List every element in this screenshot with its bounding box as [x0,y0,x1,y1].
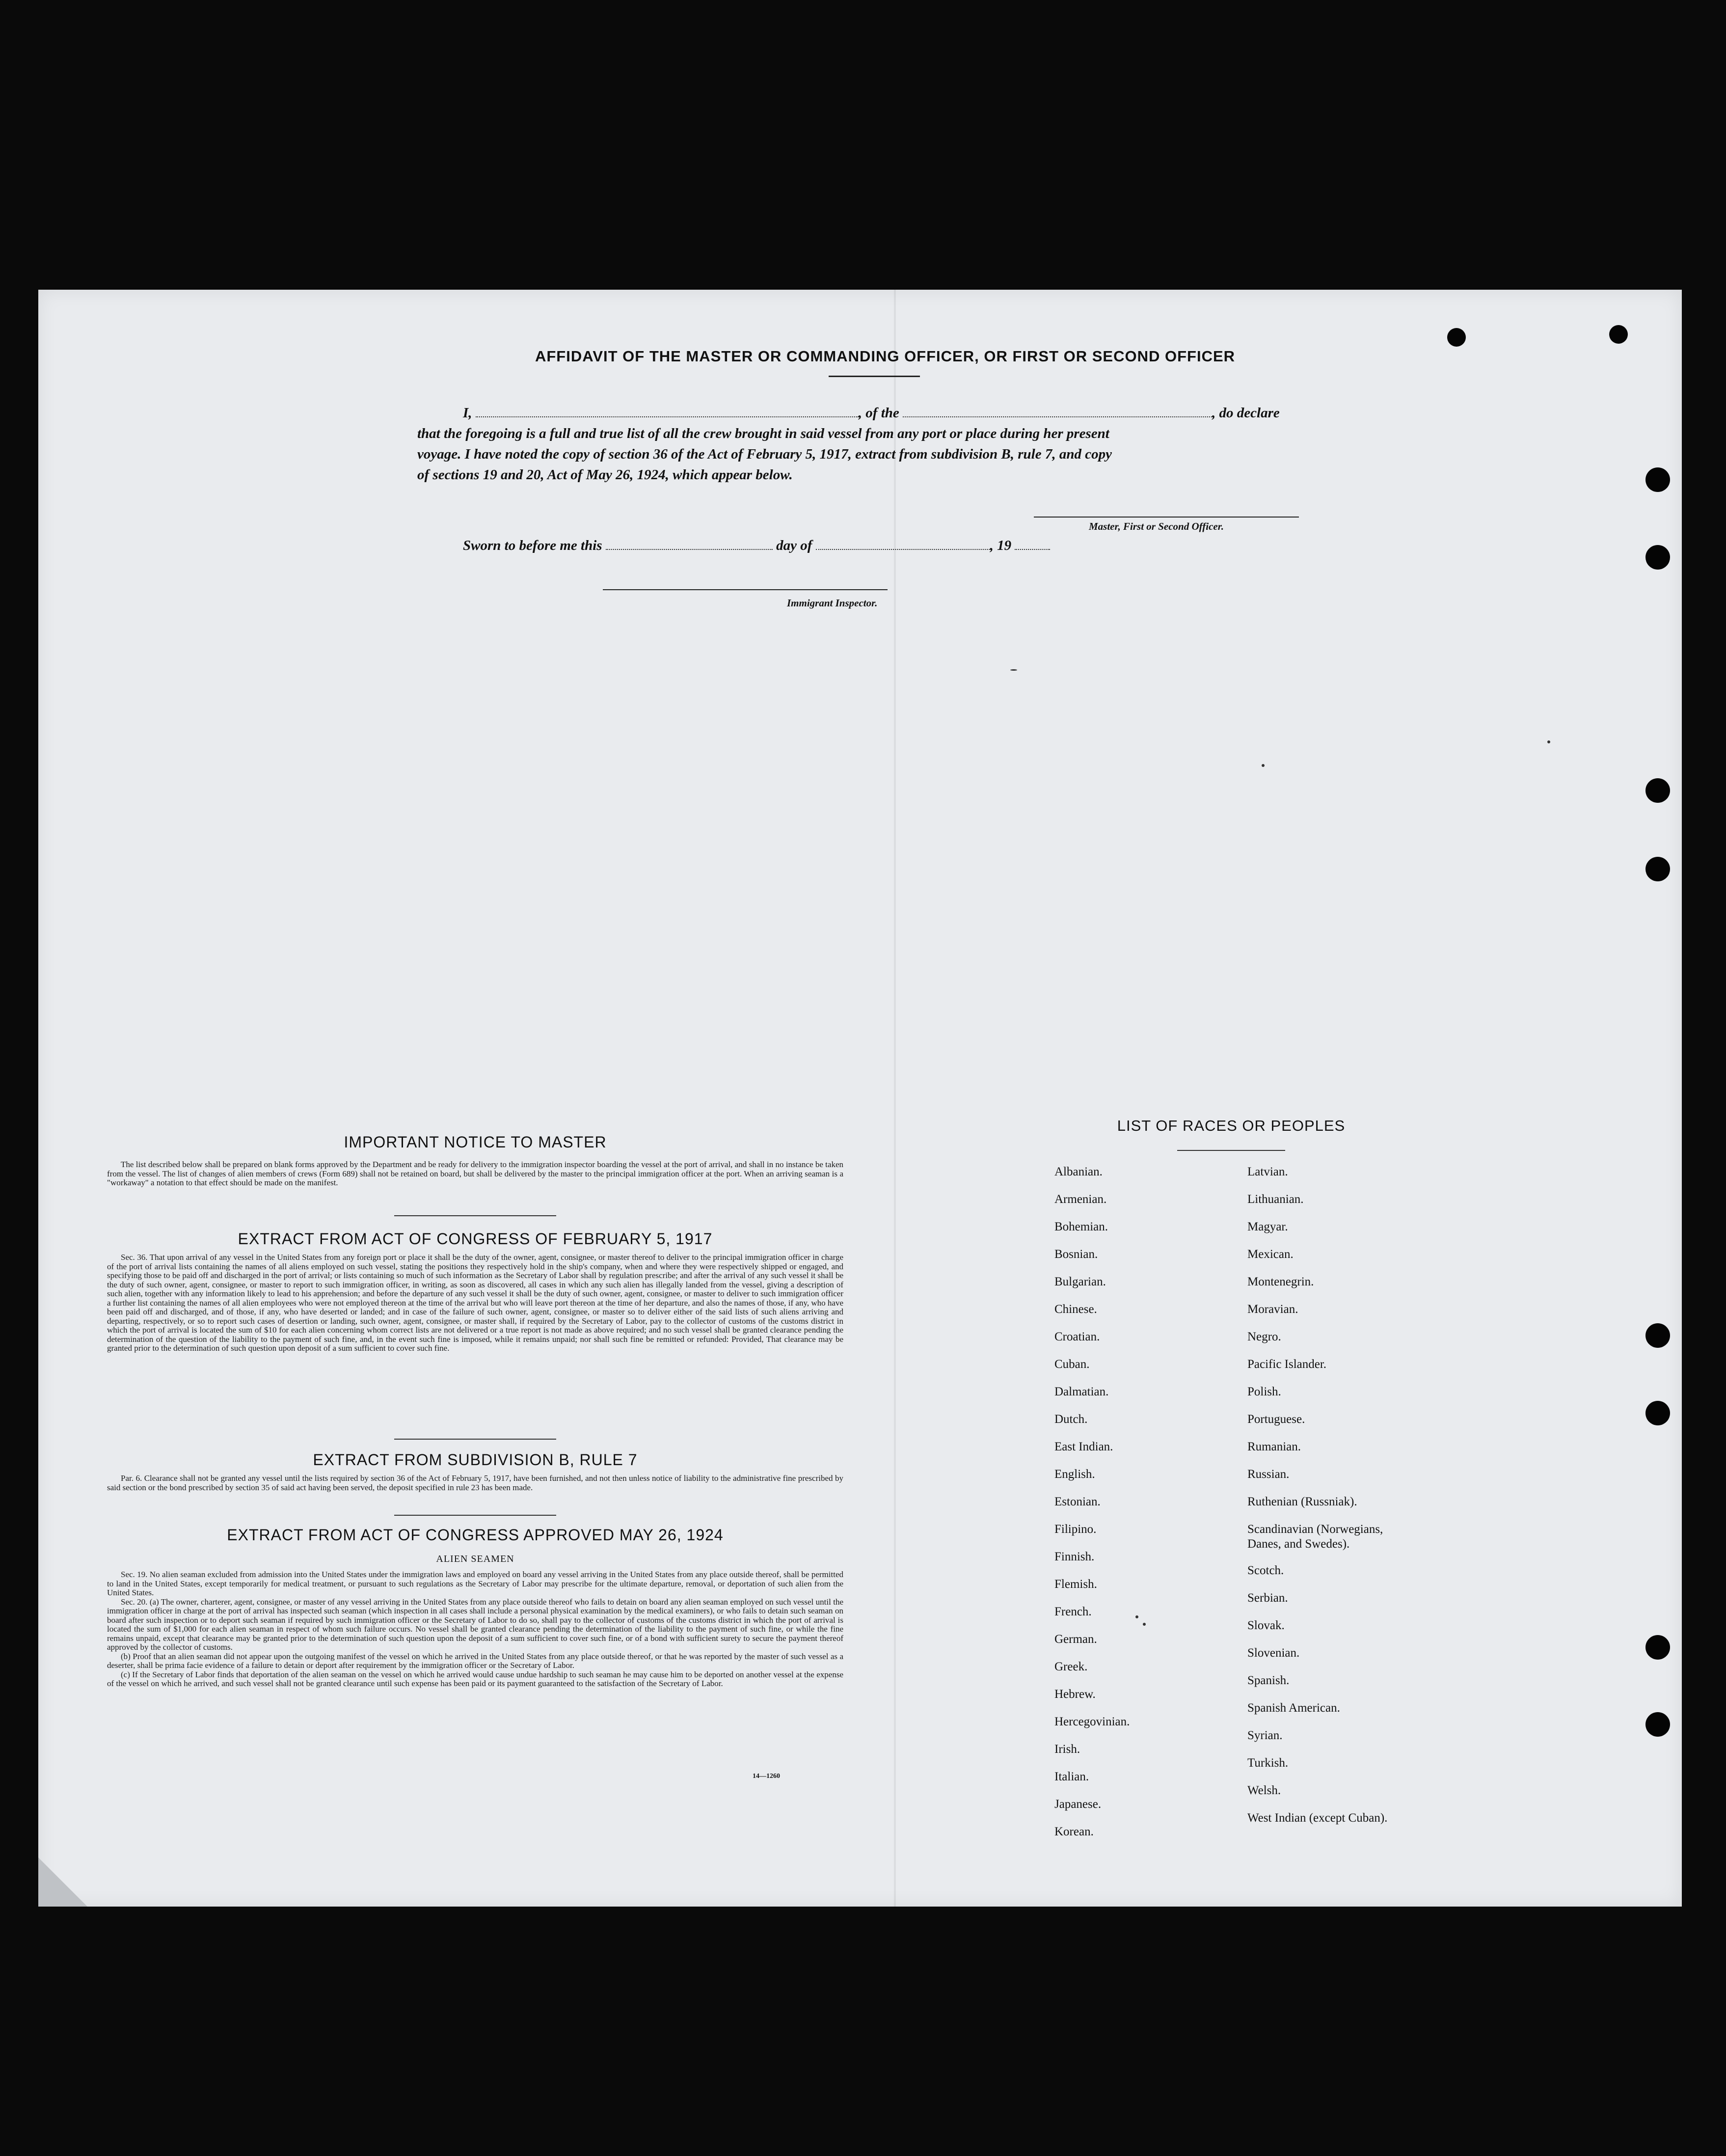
race-item: Turkish. [1247,1756,1289,1770]
race-item: Spanish American. [1247,1701,1340,1715]
race-item: German. [1054,1633,1097,1646]
section-36-paragraph: Sec. 36. That upon arrival of any vessel in the United States from any foreign port or place it shall be the duty of the owner, agent, consignee, or master thereof to deliver to the principal immigration officer in charge of the port of arrival lists containing the names of all aliens employed on such vessel, stating the positions they respectively hold in the ship's company, when and where they were respectively shipped or engaged, and specifying those to be paid off and discharged in the port of arrival; or lists containing so much of such information as the Secretary of Labor shall by regulation prescribe; and after the arrival of any such vessel it shall be the duty of such owner, agent, consignee, or master to report to such immigration officer, in writing, as soon as discovered, all cases in which any such alien has illegally landed from the vessel, giving a description of such alien, together with any information likely to lead to his apprehension; and before the departure of any such vessel it shall be the duty of such owner, agent, consignee, or master to deliver to such immigration officer a further list containing the names of all alien employees who were not employed thereon at the time of the arrival but who will leave port thereon at the time of her departure, and also the names of those, if any, who have been paid off and discharged, and of those, if any, who have deserted or landed; and in case of the failure of such owner, agent, consignee, or master so to deliver either of the said lists of such aliens arriving and departing, respectively, or so to report such cases of desertion or landing, such owner, agent, consignee, or master shall, if required by the Secretary of Labor, pay to the collector of customs of the customs district in which the port of arrival is located the sum of $10 for each alien concerning whom correct lists are not delivered or a true report is not made as above required; and no such vessel shall be granted clearance pending the determination of the question of the liability to the payment of such fine, and, in the event such fine is imposed, while it remains unpaid; nor shall such fine be remitted or refunded: Provided, That clearance may be granted prior to the determination of such question upon deposit of a sum sufficient to cover such fine. [107,1253,843,1353]
ink-speck [1143,1623,1146,1626]
race-item: Irish. [1054,1743,1080,1756]
race-item: Greek. [1054,1660,1088,1673]
race-item: Bosnian. [1054,1248,1098,1261]
race-item: Dutch. [1054,1413,1088,1426]
race-item: Cuban. [1054,1358,1090,1371]
sec-20c-paragraph: (c) If the Secretary of Labor finds that deportation of the alien seaman on the vessel on which he arrived would cause undue hardship to such seaman he may cause him to be deported on another vessel at the expense of the vessel on which he arrived, and such vessel shall not be granted clearance until such expense has been paid or its payment guaranteed to the satisfaction of the Secretary of Labor. [107,1669,843,1688]
notice-text [107,1160,843,1188]
races-title-rule [1177,1150,1285,1151]
document-sheet [38,290,1682,1907]
punch-hole [1645,1635,1670,1660]
race-item: Rumanian. [1247,1440,1301,1453]
sworn-day-blank[interactable] [606,538,773,550]
affidavit-line-3: voyage. I have noted the copy of section 36 of the Act of February 5, 1917, extract from subdivision B, rule 7, and copy [417,446,1112,462]
race-item: English. [1054,1468,1095,1481]
rule-7-paragraph: Par. 6. Clearance shall not be granted any vessel until the lists required by section 36 of the Act of February 5, 1917, have been furnished, and not then unless notice of liability to the administrative fine prescribed by said section or the bond prescribed by section 35 of said act having been served, the deposit specified in rule 23 has been made. [107,1474,843,1492]
race-item: French. [1054,1605,1092,1618]
sworn-month-blank[interactable] [816,538,990,550]
race-item: Italian. [1054,1770,1089,1783]
race-item: Croatian. [1054,1330,1100,1343]
subdivision-b-text [107,1474,843,1492]
race-item: Scotch. [1247,1564,1284,1577]
race-item: Estonian. [1054,1495,1101,1508]
sec-20b-paragraph: (b) Proof that an alien seaman did not appear upon the outgoing manifest of the vessel on which he arrived in the United States from any place outside thereof, or that he was reported by the master of such vessel as a deserter, shall be prima facie evidence of a failure to detain or deport after requirement by the immigration officer or the Secretary of Labor. [107,1651,843,1670]
races-column-2 [1247,1165,1409,1838]
notice-paragraph: The list described below shall be prepared on blank forms approved by the Department and be ready for delivery to the immigration inspector boarding the vessel at the port of arrival, and shall in no instance be taken from the vessel. The list of changes of alien members of crews (Form 689) shall not be retained on board, but shall be delivered by the master to the principal immigration officer at the port. When an arriving seaman is a "workaway" a notation to that effect should be made on the manifest. [107,1160,843,1187]
year-text: , 19 [990,538,1012,553]
race-item: Welsh. [1247,1784,1281,1797]
race-item: Mexican. [1247,1248,1294,1261]
race-item: Negro. [1247,1330,1281,1343]
race-item: East Indian. [1054,1440,1113,1453]
races-title: LIST OF RACES OR PEOPLES [1117,1117,1346,1134]
race-item: Bohemian. [1054,1220,1108,1233]
race-item: Armenian. [1054,1193,1107,1206]
race-item: Montenegrin. [1247,1275,1314,1288]
race-item: Magyar. [1247,1220,1288,1233]
sworn-year-blank[interactable] [1015,538,1050,550]
sec-20a-paragraph: Sec. 20. (a) The owner, charterer, agent, consignee, or master of any vessel arriving in the United States from any place outside thereof who fails to detain on board any alien seaman employed on such vessel until the immigration officer in charge at the port of arrival has inspected such seaman (which inspection in all cases shall include a personal physical examination by the medical examiners), or who fails to detain such seaman on board after such inspection or to deport such seaman if required by such immigration officer or the Secretary of Labor to do so, shall pay to the collector of customs of the customs district in which the port of arrival is located the sum of $1,000 for each alien seaman in respect of whom such failure occurs. No vessel shall be granted clearance pending the determination of the liability to the payment of such fine, or while the fine remains unpaid, except that clearance may be granted prior to the determination of such question upon the deposit of a sum sufficient to cover such fine, or of a bond with sufficient surety to secure the payment thereof approved by the collector of customs. [107,1597,843,1652]
race-item: Syrian. [1247,1729,1283,1742]
affidavit-title: AFFIDAVIT OF THE MASTER OR COMMANDING OFFICER, OR FIRST OR SECOND OFFICER [535,348,1236,365]
race-item: Finnish. [1054,1550,1095,1563]
race-item: Spanish. [1247,1674,1290,1687]
punch-hole [1645,778,1670,803]
subdivision-b-title: EXTRACT FROM SUBDIVISION B, RULE 7 [313,1451,638,1469]
punch-hole [1645,1323,1670,1348]
race-item: Russian. [1247,1468,1290,1481]
affidavit-line-4: of sections 19 and 20, Act of May 26, 1924, which appear below. [417,467,793,483]
ink-speck [1010,669,1017,671]
punch-hole [1645,545,1670,570]
race-item: Scandinavian (Norwegians, Danes, and Swedes). [1247,1523,1383,1551]
race-item: Korean. [1054,1825,1094,1838]
form-number: 14—1260 [753,1773,780,1780]
race-item: Serbian. [1247,1591,1288,1605]
extract-1917-text [107,1253,843,1353]
inspector-signature-line [603,589,888,590]
ink-speck [1135,1615,1138,1618]
punch-hole [1645,1401,1670,1425]
extract-1924-text [107,1570,843,1689]
extract-1917-title: EXTRACT FROM ACT OF CONGRESS OF FEBRUARY 5, 1917 [238,1230,713,1248]
name-blank[interactable] [476,406,859,417]
punch-hole [1645,467,1670,492]
race-item: Hebrew. [1054,1688,1096,1701]
punch-hole [1609,325,1628,344]
section-rule [394,1215,556,1216]
sec-19-paragraph: Sec. 19. No alien seaman excluded from admission into the United States under the immigration laws and employed on board any vessel arriving in the United States from any place outside thereof, shall be permitted to land in the United States, except temporarily for medical treatment, or pursuant to such regulations as the Secretary of Labor may prescribe for the ultimate departure, removal, or deportation of such alien from the United States. [107,1570,843,1597]
race-item: Pacific Islander. [1247,1358,1327,1371]
ink-speck [1262,764,1265,767]
affidavit-line-2: that the foregoing is a full and true list of all the crew brought in said vessel from any port or place during her present [417,426,1109,441]
race-item: Chinese. [1054,1303,1097,1316]
race-item: Bulgarian. [1054,1275,1106,1288]
punch-hole [1645,857,1670,881]
sworn-text: Sworn to before me this [463,538,602,553]
day-of-text: day of [776,538,812,553]
race-item: Lithuanian. [1247,1193,1304,1206]
race-item: Slovenian. [1247,1646,1300,1660]
master-signature-line [1034,517,1299,518]
section-rule [394,1439,556,1440]
race-item: Dalmatian. [1054,1385,1109,1398]
affidavit-line-1 [463,403,1280,423]
race-item: Slovak. [1247,1619,1285,1632]
race-item: Polish. [1247,1385,1281,1398]
folded-corner [38,1857,87,1907]
affidavit-declare: , do declare [1212,405,1280,421]
race-item: Flemish. [1054,1578,1097,1591]
punch-hole [1447,328,1466,347]
race-item: Japanese. [1054,1798,1102,1811]
inspector-caption: Immigrant Inspector. [787,597,878,609]
race-item: Ruthenian (Russniak). [1247,1495,1357,1508]
race-item: Latvian. [1247,1165,1288,1178]
affidavit-of-the: , of the [858,405,899,421]
race-item: Portuguese. [1247,1413,1305,1426]
race-item: West Indian (except Cuban). [1247,1811,1388,1825]
master-caption: Master, First or Second Officer. [1089,520,1224,532]
races-column-1 [1054,1165,1130,1852]
section-rule [394,1515,556,1516]
ink-speck [1547,740,1550,743]
notice-title: IMPORTANT NOTICE TO MASTER [344,1133,607,1151]
race-item: Hercegovinian. [1054,1715,1130,1728]
vessel-blank[interactable] [903,406,1212,417]
race-item: Albanian. [1054,1165,1103,1178]
race-item: Moravian. [1247,1303,1298,1316]
page-fold [894,290,896,1907]
affidavit-i: I, [463,405,472,421]
sworn-line [463,535,1050,556]
alien-seamen-subtitle: ALIEN SEAMEN [436,1554,514,1564]
punch-hole [1645,1712,1670,1737]
extract-1924-title: EXTRACT FROM ACT OF CONGRESS APPROVED MAY 26, 1924 [227,1526,724,1544]
race-item: Filipino. [1054,1523,1097,1536]
title-rule [829,376,920,377]
